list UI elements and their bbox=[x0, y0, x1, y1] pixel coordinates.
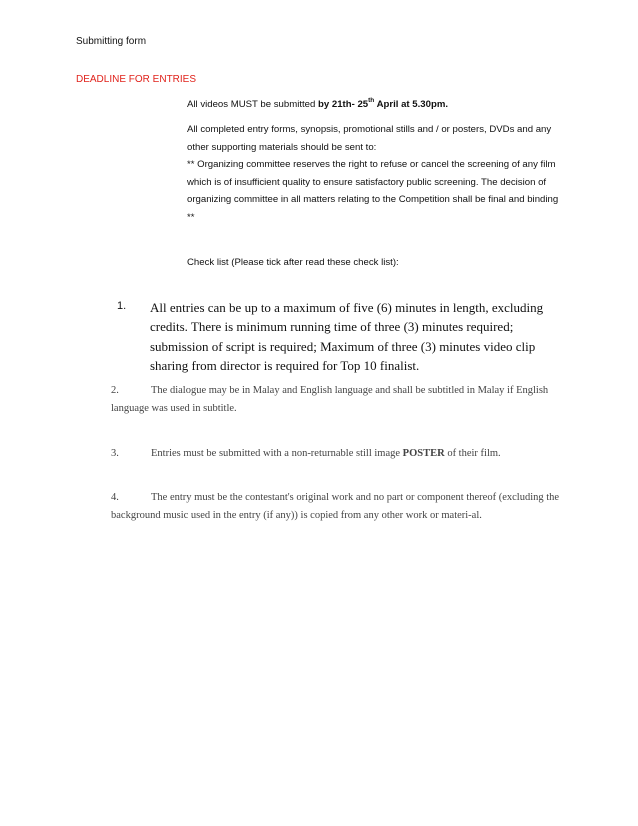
materials-paragraph: All completed entry forms, synopsis, promotional stills and / or posters, DVDs and any other supporting materials should be sent to: bbox=[187, 124, 552, 153]
checklist-item-4 bbox=[111, 489, 571, 524]
item-text: The entry must be the contestant's original work and no part or component thereof (excluding the background music used in the entry (if any)) is copied from any other work or materi-al. bbox=[111, 492, 560, 521]
item-text: The dialogue may be in Malay and English language and shall be subtitled in Malay if English language was used in subtitle. bbox=[111, 385, 549, 414]
item-text-bold: POSTER bbox=[402, 448, 445, 459]
item-number: 3. bbox=[111, 448, 119, 459]
date-superscript: th bbox=[368, 97, 375, 104]
submission-deadline-line bbox=[187, 96, 567, 114]
page-header-title: Submitting form bbox=[76, 36, 147, 47]
deadline-heading: DEADLINE FOR ENTRIES bbox=[76, 74, 197, 85]
item-number: 1. bbox=[117, 300, 127, 312]
checklist-item-3 bbox=[111, 445, 571, 463]
item-number: 2. bbox=[111, 385, 119, 396]
submission-date-bold: by 21th- 25th April at 5.30pm. bbox=[318, 97, 449, 110]
checklist-item-1: All entries can be up to a maximum of five (6) minutes in length, excluding credits. There is minimum running time of three (3) minutes required; submission of script is required; Maximum of three (3) minutes video clip sharing from director is required for Top 10 finalist. bbox=[150, 300, 544, 373]
submission-prefix: All videos MUST be submitted bbox=[187, 99, 318, 110]
checklist-instruction: Check list (Please tick after read these check list): bbox=[187, 257, 399, 268]
committee-note-paragraph: ** Organizing committee reserves the right to refuse or cancel the screening of any film which is of insufficient quality to ensure satisfactory public screening. The decision of organizing committee in all matters relating to the Competition shall be final and binding ** bbox=[187, 159, 559, 223]
item-number: 4. bbox=[111, 492, 119, 503]
item-text: of their film. bbox=[444, 448, 501, 459]
item-text: Entries must be submitted with a non-returnable still image bbox=[151, 448, 403, 459]
checklist-item-2 bbox=[111, 382, 571, 417]
